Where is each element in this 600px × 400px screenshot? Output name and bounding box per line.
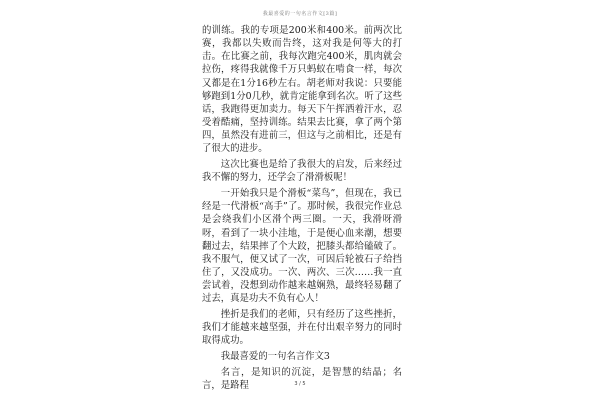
section-heading: 我最喜爱的一句名言作文3 bbox=[220, 351, 330, 363]
paragraph: 一开始我只是个滑板“菜鸟”，但现在，我已经是一代滑板“高手”了。那时候，我很完作业总是会绕我们小区滑个两三圈。一天，我滑呀滑呀，看到了一块小洼地，于是便心血来潮，想要翻过去，结果摔了个大跤，把膝头都给磕破了。我不服气，便又试了一次，可因后轮被石子给挡住了，又没成功。一次、两次、三次……我一直尝试着，没想到动作越来越娴熟，最终轻易翻了过去，真是功夫不负有心人！ bbox=[202, 188, 402, 305]
page-number: 3 / 5 bbox=[294, 381, 306, 387]
paragraph: 这次比赛也是给了我很大的启发，后来经过我不懈的努力，还学会了滑滑板呢！ bbox=[202, 159, 402, 184]
document-body bbox=[202, 24, 402, 395]
paragraph: 的训练。我的专项是200米和400米。前两次比赛，我都以失败而告终，这对我是何等大的打击。在比赛之前，我每次跑完400米，肌肉就会拉伤，疼得我就像千万只蚂蚁在啃食一样，每次又都是在1分16秒左右。胡老师对我说：只要能够跑到1分0几秒，就肯定能拿到名次。听了这些话，我跑得更加卖力。每天下午挥洒着汗水，忍受着酷痛，坚持训练。结果去比赛，拿了两个第四，虽然没有进前三，但这与之前相比，还是有了很大的进步。 bbox=[202, 25, 402, 155]
paragraph: 名言，是知识的沉淀，是智慧的结晶；名言，是路程 bbox=[202, 366, 402, 392]
paragraph: 挫折是我们的老师，只有经历了这些挫折，我们才能越来越坚强，并在付出艰辛努力的同时取得成功。 bbox=[202, 309, 402, 347]
document-header: 我最喜爱的一句名言作文[3篇] bbox=[262, 11, 338, 17]
